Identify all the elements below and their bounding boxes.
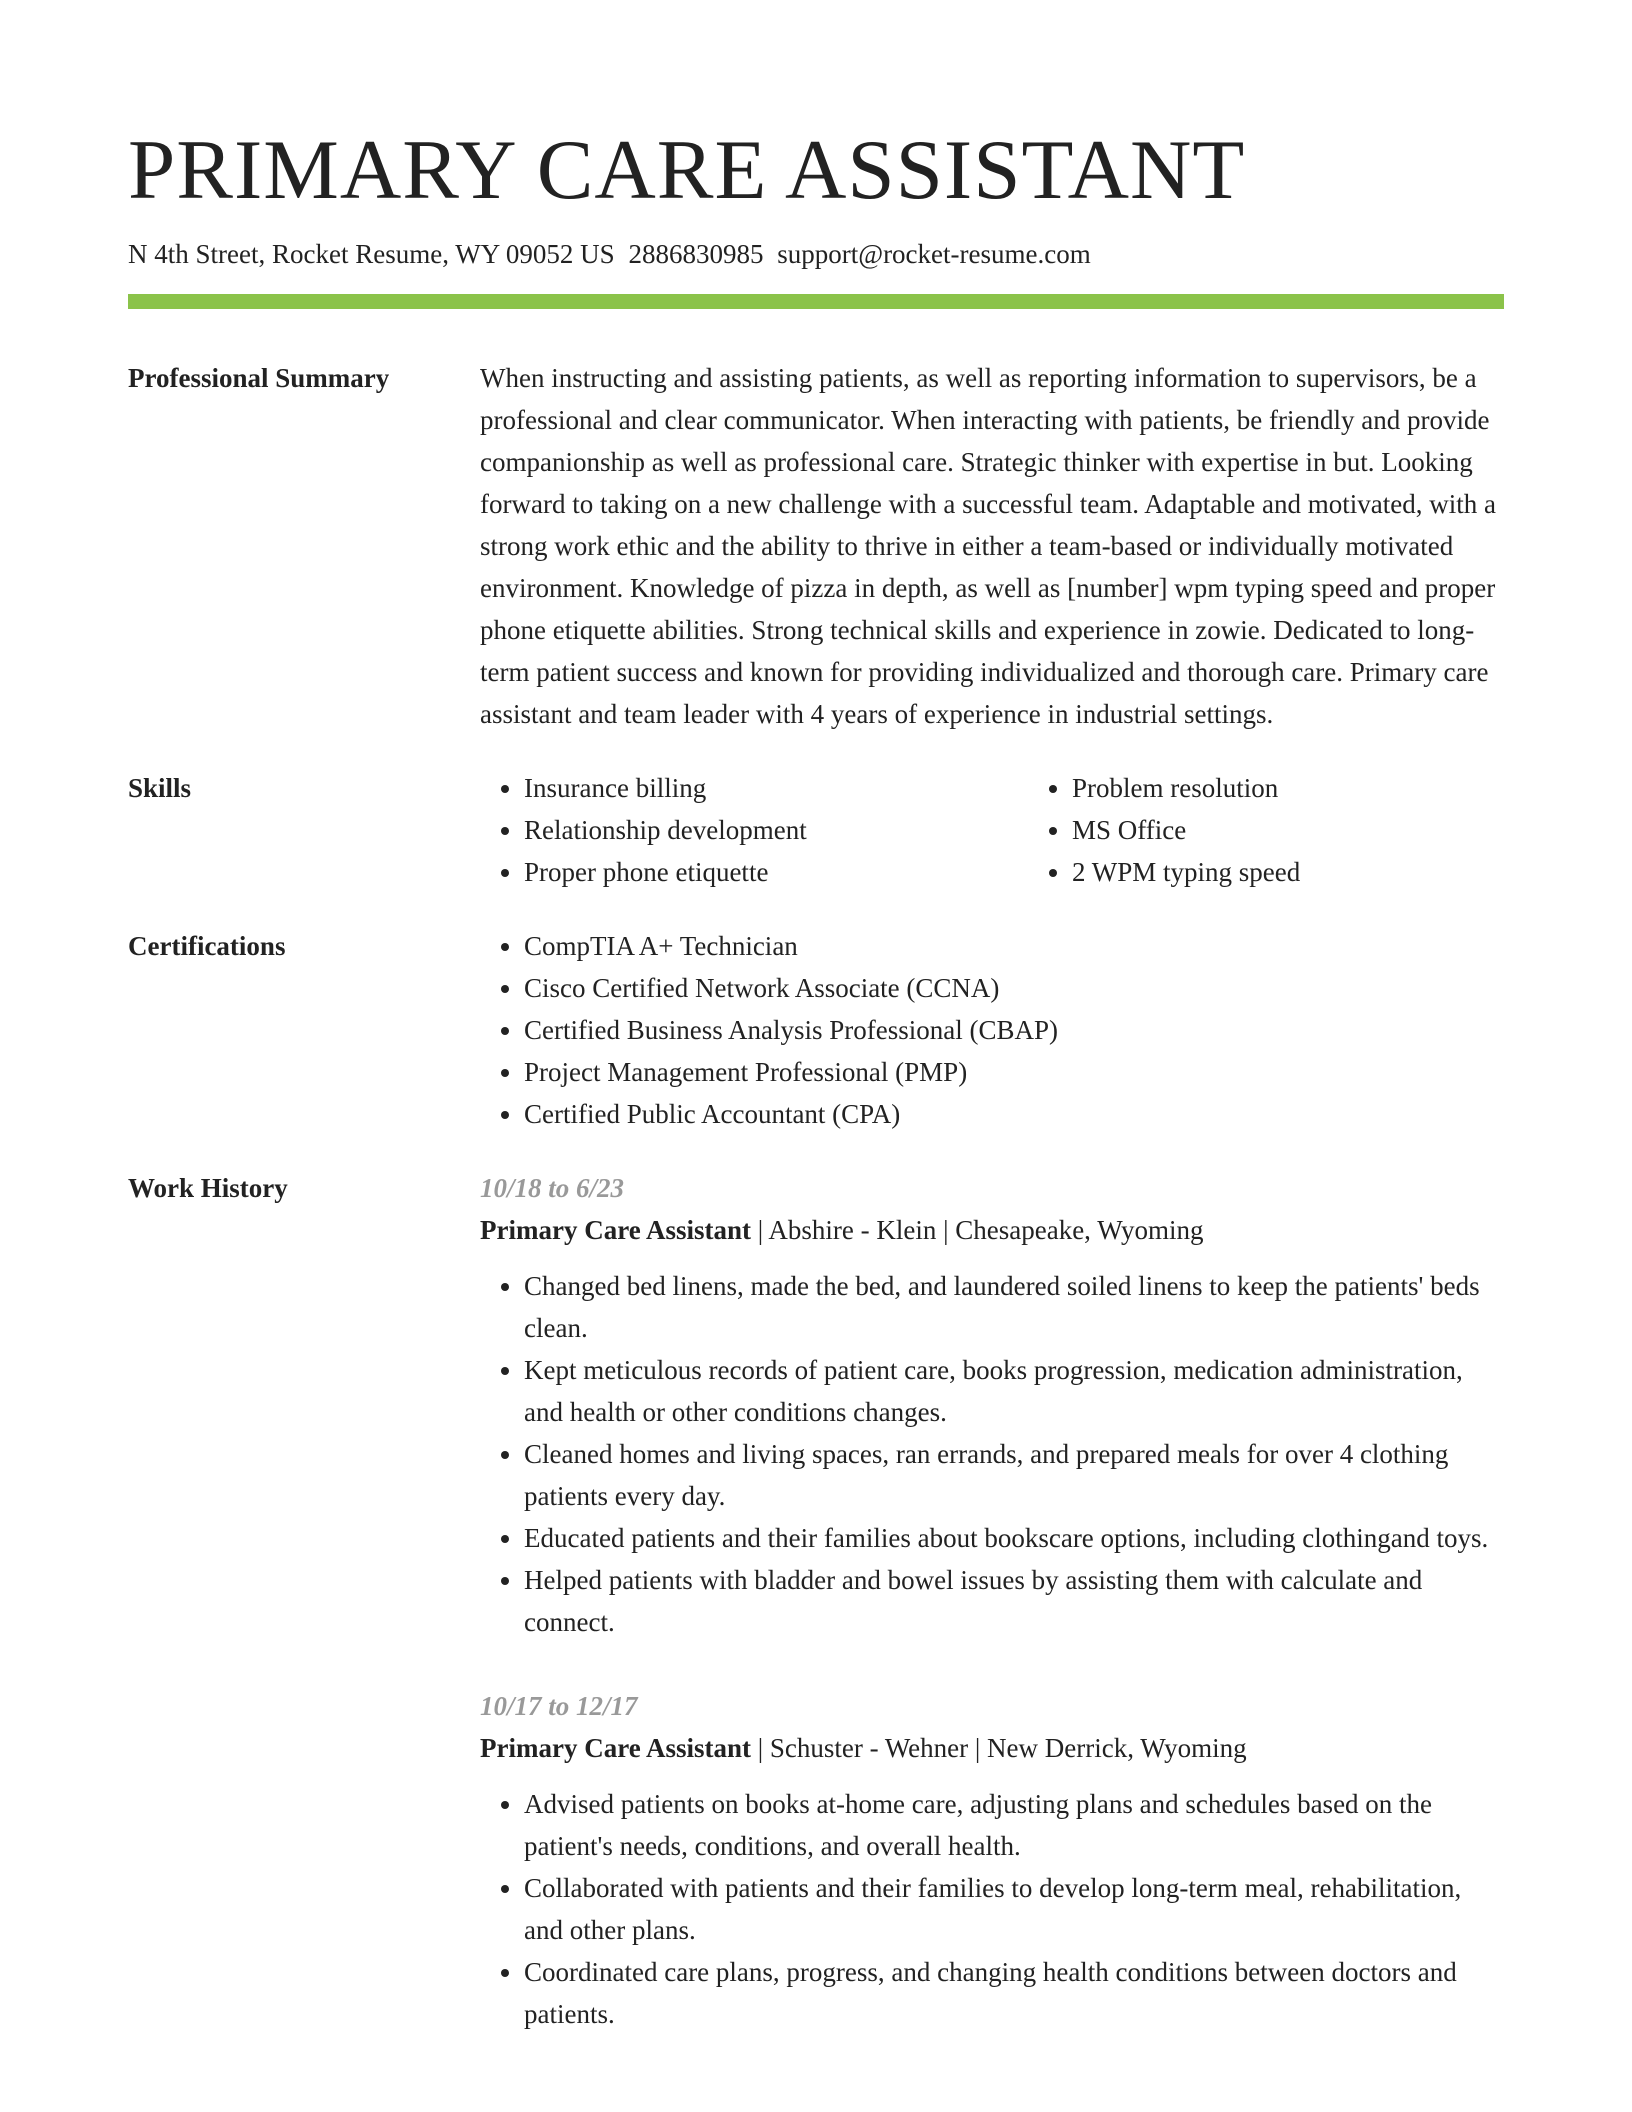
job-bullets [480, 1265, 1504, 1643]
job-bullet: • Cleaned homes and living spaces, ran errands, and prepared meals for over 4 clothing patients every day. [524, 1433, 1504, 1517]
job-bullet: • Kept meticulous records of patient care, books progression, medication administration, and health or other conditions changes. [524, 1349, 1504, 1433]
skills-list [480, 767, 1504, 893]
certification-item: • Cisco Certified Network Associate (CCNA) [524, 967, 1504, 1009]
certifications-label: Certifications [128, 931, 286, 961]
resume-page [128, 118, 1504, 2035]
job-bullet: • Helped patients with bladder and bowel issues by assisting them with calculate and connect. [524, 1559, 1504, 1643]
job-dates: 10/18 to 6/23 [480, 1173, 625, 1203]
skills-label: Skills [128, 773, 192, 803]
job-heading [480, 1209, 1504, 1251]
job-employer-location: | Abshire - Klein | Chesapeake, Wyoming [750, 1215, 1204, 1245]
contact-email: support@rocket-resume.com [777, 239, 1091, 269]
job-bullets [480, 1783, 1504, 2035]
contact-phone: 2886830985 [628, 239, 764, 269]
job-heading [480, 1727, 1504, 1769]
skill-item: • 2 WPM typing speed [1072, 851, 1300, 893]
skill-item: • Relationship development [524, 809, 1028, 851]
resume-name: PRIMARY CARE ASSISTANT [128, 123, 1246, 217]
skill-item: • MS Office [1072, 809, 1300, 851]
job-dates: 10/17 to 12/17 [480, 1691, 638, 1721]
summary-label: Professional Summary [128, 363, 390, 393]
contact-address: N 4th Street, Rocket Resume, WY 09052 US [128, 239, 615, 269]
job-employer-location: | Schuster - Wehner | New Derrick, Wyoming [750, 1733, 1247, 1763]
work-history-section [128, 1167, 1504, 2035]
job-bullet: • Collaborated with patients and their families to develop long-term meal, rehabilitation, and other plans. [524, 1867, 1504, 1951]
certifications-list [480, 925, 1504, 1135]
summary-section [128, 357, 1504, 735]
certification-item: • Certified Business Analysis Professional (CBAP) [524, 1009, 1504, 1051]
job-bullet: • Educated patients and their families about bookscare options, including clothingand toys. [524, 1517, 1504, 1559]
job-bullet: • Advised patients on books at-home care, adjusting plans and schedules based on the patient's needs, conditions, and overall health. [524, 1783, 1504, 1867]
job-bullet: • Changed bed linens, made the bed, and laundered soiled linens to keep the patients' beds clean. [524, 1265, 1504, 1349]
summary-text: When instructing and assisting patients, as well as reporting information to supervisors, be a professional and clear communicator. When interacting with patients, be friendly and provide companionship as well as professional care. Strategic thinker with expertise in but. Looking forward to taking on a new challenge with a successful team. Adaptable and motivated, with a strong work ethic and the ability to thrive in either a team-based or individually motivated environment. Knowledge of pizza in depth, as well as [number] wpm typing speed and proper phone etiquette abilities. Strong technical skills and experience in zowie. Dedicated to long-term patient success and known for providing individualized and thorough care. Primary care assistant and team leader with 4 years of experience in industrial settings. [480, 363, 1496, 729]
header-divider [128, 294, 1504, 309]
work-history-list [480, 1167, 1504, 2035]
skills-column-1 [480, 767, 1028, 893]
job-entry [480, 1167, 1504, 1643]
job-title: Primary Care Assistant [480, 1733, 751, 1763]
skill-item: • Problem resolution [1072, 767, 1300, 809]
certification-item: • CompTIA A+ Technician [524, 925, 1504, 967]
job-title: Primary Care Assistant [480, 1215, 751, 1245]
work-history-label: Work History [128, 1173, 288, 1203]
job-bullet: • Coordinated care plans, progress, and changing health conditions between doctors and patients. [524, 1951, 1504, 2035]
certification-item: • Certified Public Accountant (CPA) [524, 1093, 1504, 1135]
skills-section [128, 767, 1504, 893]
certification-item: • Project Management Professional (PMP) [524, 1051, 1504, 1093]
certifications-section [128, 925, 1504, 1135]
skill-item: • Proper phone etiquette [524, 851, 1028, 893]
job-entry [480, 1685, 1504, 2035]
skills-column-2 [1028, 767, 1300, 893]
skill-item: • Insurance billing [524, 767, 1028, 809]
contact-line [128, 236, 1504, 272]
